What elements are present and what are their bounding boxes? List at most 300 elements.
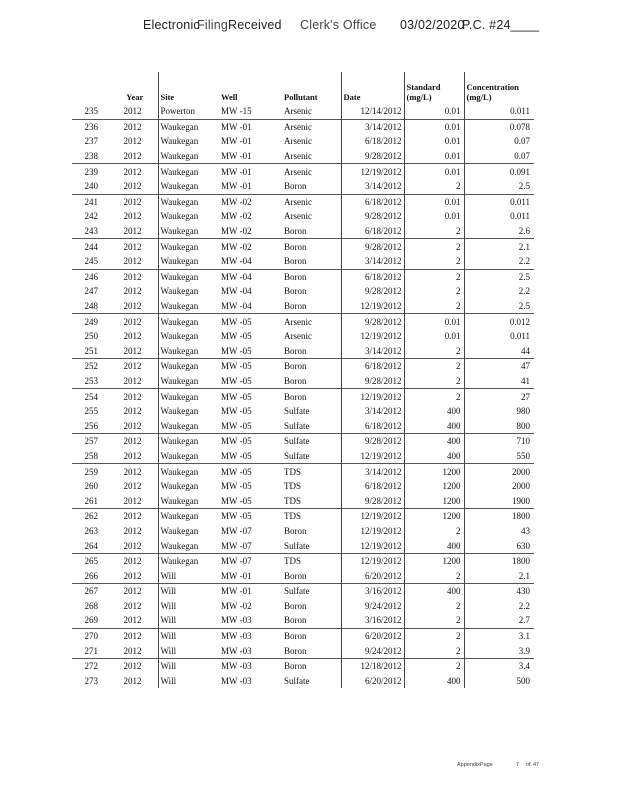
pollutant-cell: Arsenic bbox=[282, 314, 341, 329]
header-date: Date bbox=[341, 72, 404, 104]
table-row bbox=[72, 658, 534, 673]
concentration-cell: 3.9 bbox=[464, 643, 534, 658]
concentration-cell: 47 bbox=[464, 359, 534, 374]
year-cell: 2012 bbox=[110, 553, 158, 568]
concentration-cell: 3.1 bbox=[464, 628, 534, 643]
year-cell: 2012 bbox=[123, 301, 142, 312]
year-cell: 2012 bbox=[123, 495, 142, 506]
well-cell: MW -03 bbox=[221, 675, 252, 686]
date-cell: 9/28/2012 bbox=[341, 149, 404, 164]
well-cell: MW -01 bbox=[221, 136, 252, 147]
year-cell: 2012 bbox=[123, 525, 142, 536]
year-cell: 2012 bbox=[123, 645, 142, 656]
well-cell: MW -15 bbox=[221, 106, 252, 117]
well-cell: MW -01 bbox=[221, 570, 252, 581]
date-cell: 9/28/2012 bbox=[341, 209, 404, 224]
pollutant-cell: Sulfate bbox=[284, 406, 310, 417]
site-cell: Waukegan bbox=[158, 434, 219, 449]
year-cell: 2012 bbox=[123, 615, 142, 626]
year-cell: 2012 bbox=[110, 509, 158, 524]
table-row bbox=[72, 553, 534, 568]
year-cell: 2012 bbox=[110, 584, 158, 599]
date-cell: 3/14/2012 bbox=[341, 254, 404, 269]
table-row bbox=[72, 509, 534, 524]
site-cell: Waukegan bbox=[158, 344, 219, 359]
concentration-cell: 2.2 bbox=[464, 284, 534, 299]
year-cell: 2012 bbox=[110, 464, 158, 479]
standard-cell: 400 bbox=[404, 674, 464, 689]
standard-cell: 0.01 bbox=[404, 134, 464, 149]
row-number: 235 bbox=[84, 106, 98, 117]
date-cell: 6/18/2012 bbox=[341, 359, 404, 374]
footer-total-pages: 47 bbox=[533, 762, 540, 768]
well-cell: MW -01 bbox=[219, 584, 282, 599]
date-cell: 3/14/2012 bbox=[341, 179, 404, 194]
well-cell: MW -05 bbox=[221, 345, 252, 356]
date-cell: 3/16/2012 bbox=[341, 613, 404, 628]
row-number: 271 bbox=[84, 645, 98, 656]
date-cell: 6/18/2012 bbox=[341, 224, 404, 239]
stamp-text-6: P.C. #24____ bbox=[462, 18, 540, 32]
concentration-cell: 500 bbox=[464, 674, 534, 689]
concentration-cell: 0.011 bbox=[464, 209, 534, 224]
standard-cell: 2 bbox=[404, 524, 464, 539]
row-number: 273 bbox=[84, 675, 98, 686]
standard-cell: 400 bbox=[404, 584, 464, 599]
standard-cell: 0.01 bbox=[404, 194, 464, 209]
concentration-cell: 800 bbox=[464, 418, 534, 433]
well-cell: MW -05 bbox=[219, 359, 282, 374]
table-row bbox=[72, 359, 534, 374]
table-row bbox=[72, 493, 534, 508]
table-row bbox=[72, 239, 534, 254]
well-cell: MW -05 bbox=[221, 495, 252, 506]
standard-cell: 400 bbox=[404, 434, 464, 449]
date-cell: 6/18/2012 bbox=[341, 418, 404, 433]
row-number: 260 bbox=[84, 481, 98, 492]
table-row bbox=[72, 613, 534, 628]
pollutant-cell: TDS bbox=[284, 495, 302, 506]
date-cell: 9/28/2012 bbox=[341, 374, 404, 389]
well-cell: MW -03 bbox=[219, 628, 282, 643]
pollutant-cell: Boron bbox=[284, 600, 307, 611]
row-number: 262 bbox=[72, 509, 110, 524]
standard-cell: 400 bbox=[404, 449, 464, 464]
site-cell: Waukegan bbox=[158, 149, 219, 164]
standard-cell: 1200 bbox=[404, 553, 464, 568]
year-cell: 2012 bbox=[123, 151, 142, 162]
year-cell: 2012 bbox=[123, 540, 142, 551]
year-cell: 2012 bbox=[110, 359, 158, 374]
date-cell: 12/14/2012 bbox=[341, 104, 404, 119]
table-row bbox=[72, 179, 534, 194]
well-cell: MW -05 bbox=[221, 450, 252, 461]
well-cell: MW -05 bbox=[219, 509, 282, 524]
table-row bbox=[72, 628, 534, 643]
filing-stamp bbox=[0, 18, 618, 38]
pollutant-cell: Arsenic bbox=[282, 194, 341, 209]
standard-cell: 2 bbox=[404, 179, 464, 194]
row-number: 237 bbox=[84, 136, 98, 147]
table-row bbox=[72, 538, 534, 553]
row-number: 247 bbox=[84, 286, 98, 297]
well-cell: MW -02 bbox=[221, 211, 252, 222]
well-cell: MW -02 bbox=[219, 239, 282, 254]
site-cell: Will bbox=[158, 613, 219, 628]
row-number: 236 bbox=[72, 119, 110, 134]
pollutant-cell: Boron bbox=[284, 525, 307, 536]
footer-page-number: 7 bbox=[516, 762, 520, 768]
standard-cell: 2 bbox=[404, 269, 464, 284]
site-cell: Waukegan bbox=[158, 254, 219, 269]
standard-cell: 2 bbox=[404, 374, 464, 389]
concentration-cell: 980 bbox=[464, 404, 534, 419]
footer-of: of bbox=[526, 762, 531, 768]
date-cell: 6/18/2012 bbox=[341, 134, 404, 149]
table-row bbox=[72, 584, 534, 599]
table-row bbox=[72, 524, 534, 539]
date-cell: 9/28/2012 bbox=[341, 284, 404, 299]
pollutant-cell: Boron bbox=[282, 628, 341, 643]
site-cell: Waukegan bbox=[158, 538, 219, 553]
standard-cell: 2 bbox=[404, 254, 464, 269]
row-number: 249 bbox=[72, 314, 110, 329]
site-cell: Waukegan bbox=[158, 314, 219, 329]
pollutant-cell: Arsenic bbox=[284, 331, 312, 342]
year-cell: 2012 bbox=[123, 226, 142, 237]
site-cell: Waukegan bbox=[158, 299, 219, 314]
row-number: 253 bbox=[84, 375, 98, 386]
year-cell: 2012 bbox=[123, 570, 142, 581]
pollutant-cell: Arsenic bbox=[284, 136, 312, 147]
concentration-cell: 41 bbox=[464, 374, 534, 389]
date-cell: 12/19/2012 bbox=[341, 389, 404, 404]
date-cell: 3/14/2012 bbox=[341, 464, 404, 479]
date-cell: 6/18/2012 bbox=[341, 269, 404, 284]
concentration-cell: 44 bbox=[464, 344, 534, 359]
well-cell: MW -05 bbox=[219, 389, 282, 404]
well-cell: MW -07 bbox=[221, 525, 252, 536]
row-number: 258 bbox=[84, 450, 98, 461]
well-cell: MW -01 bbox=[219, 164, 282, 179]
row-number: 267 bbox=[72, 584, 110, 599]
table-row bbox=[72, 434, 534, 449]
header-standard: Standard (mg/L) bbox=[404, 72, 464, 104]
site-cell: Waukegan bbox=[158, 449, 219, 464]
standard-cell: 2 bbox=[404, 284, 464, 299]
concentration-cell: 550 bbox=[464, 449, 534, 464]
site-cell: Waukegan bbox=[158, 209, 219, 224]
table-row bbox=[72, 209, 534, 224]
site-cell: Waukegan bbox=[158, 359, 219, 374]
standard-cell: 2 bbox=[404, 359, 464, 374]
stamp-text-4: Clerk's Office bbox=[300, 18, 377, 32]
concentration-cell: 0.091 bbox=[464, 164, 534, 179]
row-number: 259 bbox=[72, 464, 110, 479]
year-cell: 2012 bbox=[123, 481, 142, 492]
date-cell: 9/28/2012 bbox=[341, 493, 404, 508]
date-cell: 3/14/2012 bbox=[341, 119, 404, 134]
well-cell: MW -01 bbox=[219, 119, 282, 134]
table-row bbox=[72, 418, 534, 433]
table-row bbox=[72, 449, 534, 464]
table-header-row bbox=[72, 72, 534, 104]
pollutant-cell: Boron bbox=[284, 615, 307, 626]
well-cell: MW -05 bbox=[221, 481, 252, 492]
table-row bbox=[72, 599, 534, 614]
site-cell: Waukegan bbox=[158, 164, 219, 179]
date-cell: 9/24/2012 bbox=[341, 599, 404, 614]
table-row bbox=[72, 674, 534, 689]
site-cell: Waukegan bbox=[158, 224, 219, 239]
row-number: 268 bbox=[84, 600, 98, 611]
table-row bbox=[72, 568, 534, 583]
site-cell: Will bbox=[158, 568, 219, 583]
header-year: Year bbox=[126, 92, 144, 102]
year-cell: 2012 bbox=[110, 164, 158, 179]
row-number: 240 bbox=[84, 181, 98, 192]
concentration-cell: 1800 bbox=[464, 553, 534, 568]
concentration-cell: 0.011 bbox=[464, 194, 534, 209]
concentration-cell: 2.6 bbox=[464, 224, 534, 239]
row-number: 250 bbox=[84, 331, 98, 342]
table-row bbox=[72, 119, 534, 134]
standard-cell: 2 bbox=[404, 599, 464, 614]
pollutant-cell: Boron bbox=[284, 301, 307, 312]
year-cell: 2012 bbox=[123, 375, 142, 386]
year-cell: 2012 bbox=[123, 181, 142, 192]
concentration-cell: 0.011 bbox=[464, 329, 534, 344]
site-cell: Waukegan bbox=[158, 269, 219, 284]
year-cell: 2012 bbox=[123, 136, 142, 147]
pollutant-cell: Sulfate bbox=[282, 584, 341, 599]
well-cell: MW -01 bbox=[221, 181, 252, 192]
site-cell: Waukegan bbox=[158, 239, 219, 254]
standard-cell: 2 bbox=[404, 568, 464, 583]
well-cell: MW -03 bbox=[221, 615, 252, 626]
standard-cell: 0.01 bbox=[404, 104, 464, 119]
pollutant-cell: Boron bbox=[284, 286, 307, 297]
concentration-cell: 1800 bbox=[464, 509, 534, 524]
site-cell: Will bbox=[158, 643, 219, 658]
table-row bbox=[72, 389, 534, 404]
concentration-cell: 2.5 bbox=[464, 179, 534, 194]
pollutant-cell: Sulfate bbox=[284, 420, 310, 431]
site-cell: Waukegan bbox=[158, 329, 219, 344]
header-well: Well bbox=[221, 92, 238, 102]
standard-cell: 2 bbox=[404, 224, 464, 239]
row-number: 238 bbox=[84, 151, 98, 162]
pollutant-cell: TDS bbox=[282, 509, 341, 524]
year-cell: 2012 bbox=[110, 194, 158, 209]
row-number: 248 bbox=[84, 301, 98, 312]
stamp-text-1: Electronic bbox=[143, 18, 200, 32]
site-cell: Waukegan bbox=[158, 194, 219, 209]
row-number: 261 bbox=[84, 495, 98, 506]
site-cell: Waukegan bbox=[158, 418, 219, 433]
standard-cell: 400 bbox=[404, 538, 464, 553]
site-cell: Waukegan bbox=[158, 493, 219, 508]
year-cell: 2012 bbox=[123, 450, 142, 461]
concentration-cell: 2.7 bbox=[464, 613, 534, 628]
site-cell: Waukegan bbox=[158, 374, 219, 389]
well-cell: MW -07 bbox=[221, 540, 252, 551]
table-row bbox=[72, 314, 534, 329]
site-cell: Waukegan bbox=[158, 284, 219, 299]
year-cell: 2012 bbox=[110, 434, 158, 449]
year-cell: 2012 bbox=[123, 406, 142, 417]
standard-cell: 2 bbox=[404, 628, 464, 643]
concentration-cell: 2000 bbox=[464, 479, 534, 494]
standard-cell: 400 bbox=[404, 418, 464, 433]
date-cell: 6/18/2012 bbox=[341, 479, 404, 494]
standard-cell: 1200 bbox=[404, 464, 464, 479]
year-cell: 2012 bbox=[123, 331, 142, 342]
concentration-cell: 430 bbox=[464, 584, 534, 599]
concentration-cell: 0.078 bbox=[464, 119, 534, 134]
year-cell: 2012 bbox=[110, 628, 158, 643]
pollutant-cell: Boron bbox=[284, 645, 307, 656]
table-row bbox=[72, 374, 534, 389]
footer-label: AppendixPage bbox=[457, 762, 493, 768]
table-row bbox=[72, 299, 534, 314]
site-cell: Will bbox=[158, 599, 219, 614]
date-cell: 12/19/2012 bbox=[341, 299, 404, 314]
well-cell: MW -02 bbox=[219, 194, 282, 209]
concentration-cell: 2.1 bbox=[464, 568, 534, 583]
date-cell: 6/20/2012 bbox=[341, 628, 404, 643]
standard-cell: 0.01 bbox=[404, 209, 464, 224]
pollutant-cell: Sulfate bbox=[282, 434, 341, 449]
well-cell: MW -04 bbox=[221, 301, 252, 312]
year-cell: 2012 bbox=[123, 675, 142, 686]
well-cell: MW -05 bbox=[221, 375, 252, 386]
standard-cell: 2 bbox=[404, 344, 464, 359]
standard-cell: 1200 bbox=[404, 479, 464, 494]
concentration-cell: 1900 bbox=[464, 493, 534, 508]
site-cell: Will bbox=[158, 658, 219, 673]
date-cell: 12/19/2012 bbox=[341, 524, 404, 539]
concentration-cell: 0.012 bbox=[464, 314, 534, 329]
row-number: 241 bbox=[72, 194, 110, 209]
row-number: 263 bbox=[84, 525, 98, 536]
row-number: 239 bbox=[72, 164, 110, 179]
date-cell: 3/16/2012 bbox=[341, 584, 404, 599]
date-cell: 12/19/2012 bbox=[341, 553, 404, 568]
site-cell: Powerton bbox=[158, 104, 219, 119]
site-cell: Waukegan bbox=[158, 524, 219, 539]
table-row bbox=[72, 104, 534, 119]
standard-cell: 0.01 bbox=[404, 164, 464, 179]
standard-cell: 0.01 bbox=[404, 149, 464, 164]
pollutant-cell: Boron bbox=[284, 375, 307, 386]
standard-cell: 2 bbox=[404, 658, 464, 673]
site-cell: Will bbox=[158, 584, 219, 599]
stamp-text-3: Received bbox=[228, 18, 282, 32]
site-cell: Will bbox=[158, 628, 219, 643]
year-cell: 2012 bbox=[110, 239, 158, 254]
date-cell: 12/19/2012 bbox=[341, 538, 404, 553]
date-cell: 9/24/2012 bbox=[341, 643, 404, 658]
well-cell: MW -05 bbox=[221, 331, 252, 342]
pollutant-cell: Boron bbox=[282, 658, 341, 673]
concentration-cell: 2000 bbox=[464, 464, 534, 479]
exceedance-table bbox=[72, 72, 534, 688]
pollutant-cell: Boron bbox=[284, 256, 307, 267]
concentration-cell: 27 bbox=[464, 389, 534, 404]
year-cell: 2012 bbox=[110, 658, 158, 673]
concentration-cell: 0.07 bbox=[464, 149, 534, 164]
table-row bbox=[72, 464, 534, 479]
date-cell: 6/18/2012 bbox=[341, 194, 404, 209]
table-row bbox=[72, 344, 534, 359]
date-cell: 12/18/2012 bbox=[341, 658, 404, 673]
stamp-text-5: 03/02/2020 bbox=[400, 18, 465, 32]
site-cell: Waukegan bbox=[158, 404, 219, 419]
well-cell: MW -05 bbox=[221, 406, 252, 417]
pollutant-cell: Arsenic bbox=[284, 106, 312, 117]
row-number: 243 bbox=[84, 226, 98, 237]
row-number: 255 bbox=[84, 406, 98, 417]
concentration-cell: 43 bbox=[464, 524, 534, 539]
standard-cell: 2 bbox=[404, 239, 464, 254]
date-cell: 9/28/2012 bbox=[341, 314, 404, 329]
pollutant-cell: Boron bbox=[284, 345, 307, 356]
stamp-text-2: Filing bbox=[197, 18, 229, 32]
standard-cell: 0.01 bbox=[404, 119, 464, 134]
year-cell: 2012 bbox=[123, 256, 142, 267]
year-cell: 2012 bbox=[110, 314, 158, 329]
row-number: 265 bbox=[72, 553, 110, 568]
pollutant-cell: TDS bbox=[282, 553, 341, 568]
header-row-number bbox=[72, 72, 110, 104]
row-number: 269 bbox=[84, 615, 98, 626]
well-cell: MW -05 bbox=[219, 314, 282, 329]
well-cell: MW -04 bbox=[221, 286, 252, 297]
year-cell: 2012 bbox=[123, 211, 142, 222]
pollutant-cell: Boron bbox=[284, 181, 307, 192]
pollutant-cell: Boron bbox=[284, 226, 307, 237]
row-number: 245 bbox=[84, 256, 98, 267]
site-cell: Will bbox=[158, 674, 219, 689]
concentration-cell: 0.07 bbox=[464, 134, 534, 149]
site-cell: Waukegan bbox=[158, 179, 219, 194]
date-cell: 9/28/2012 bbox=[341, 239, 404, 254]
well-cell: MW -05 bbox=[221, 420, 252, 431]
date-cell: 3/14/2012 bbox=[341, 404, 404, 419]
row-number: 251 bbox=[84, 345, 98, 356]
date-cell: 6/20/2012 bbox=[341, 674, 404, 689]
table-row bbox=[72, 479, 534, 494]
standard-cell: 0.01 bbox=[404, 329, 464, 344]
year-cell: 2012 bbox=[123, 420, 142, 431]
concentration-cell: 630 bbox=[464, 538, 534, 553]
well-cell: MW -07 bbox=[219, 553, 282, 568]
concentration-cell: 2.5 bbox=[464, 299, 534, 314]
well-cell: MW -02 bbox=[221, 600, 252, 611]
date-cell: 6/20/2012 bbox=[341, 568, 404, 583]
well-cell: MW -03 bbox=[219, 658, 282, 673]
site-cell: Waukegan bbox=[158, 119, 219, 134]
standard-cell: 2 bbox=[404, 643, 464, 658]
table-row bbox=[72, 269, 534, 284]
well-cell: MW -01 bbox=[221, 151, 252, 162]
row-number: 266 bbox=[84, 570, 98, 581]
table-row bbox=[72, 254, 534, 269]
year-cell: 2012 bbox=[123, 345, 142, 356]
standard-cell: 0.01 bbox=[404, 314, 464, 329]
pollutant-cell: Boron bbox=[282, 359, 341, 374]
